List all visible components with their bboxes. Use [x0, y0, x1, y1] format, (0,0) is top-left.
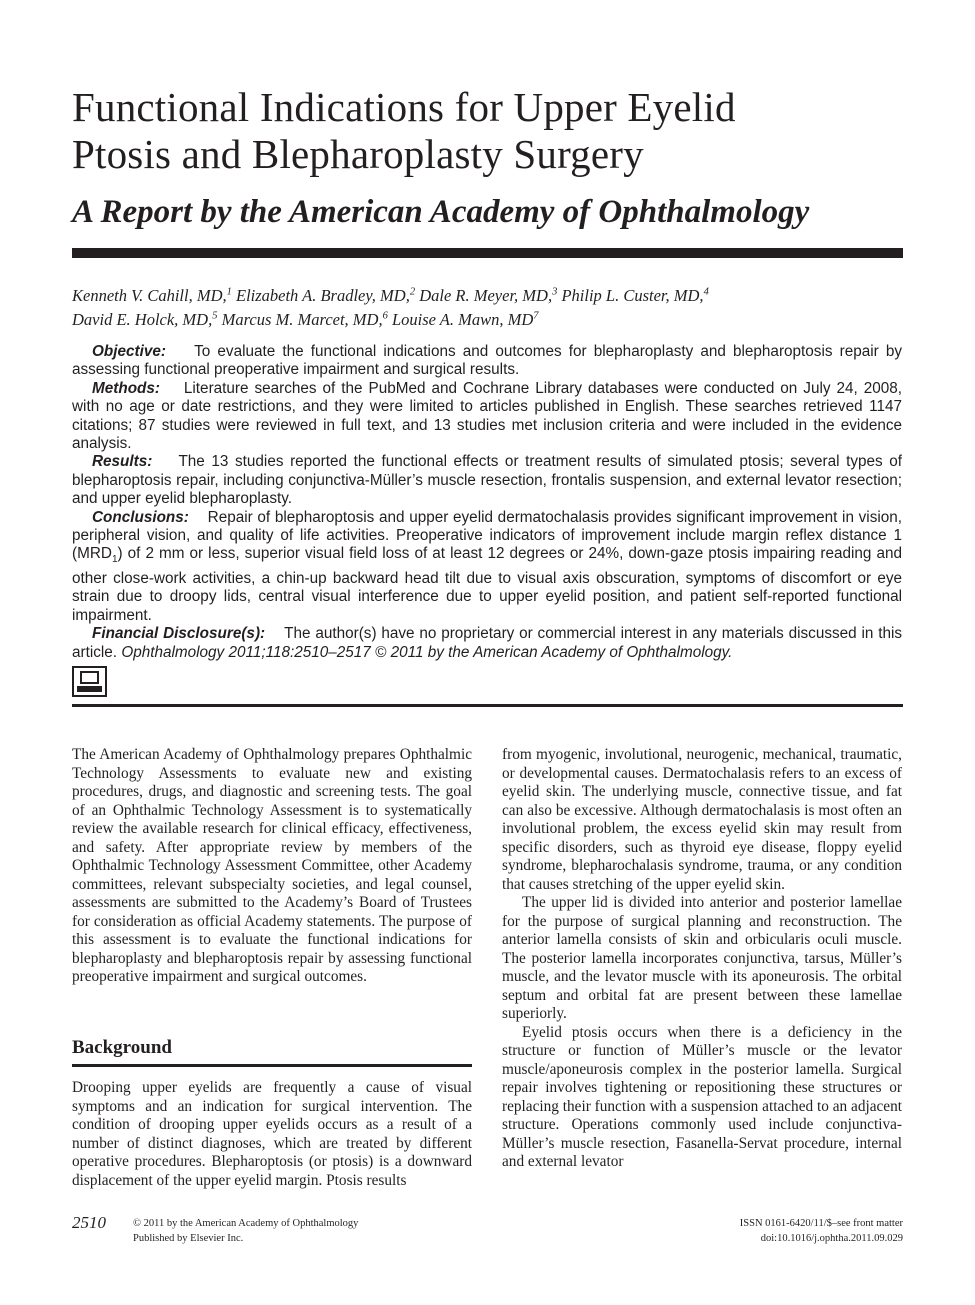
abstract-methods: Methods: Literature searches of the PubMed and Cochrane Library databases were conducted on July 24, 2008, with no age or date restrictions, and they were limited to articles published in English. These searches retrieved 1147 citations; 87 studies were reviewed in full text, and 13 studies met inclusion criteria and were included in the evidence analysis. — [72, 379, 902, 453]
computer-icon[interactable] — [72, 666, 107, 697]
body-paragraph: Eyelid ptosis occurs when there is a deficiency in the structure or function of Müller’s muscle or the levator muscle/aponeurosis complex in the posterior lamella. Surgical repair involves tightening or repositioning these structures or replacing their function with a suspension attached to an adjacent structure. Operations commonly used include conjunctiva-Müller’s muscle resection, Fasanella-Servat procedure, internal and external levator — [502, 1023, 902, 1170]
article-title — [72, 84, 912, 178]
abstract-divider — [72, 704, 903, 707]
copyright-notice: © 2011 by the American Academy of Ophthalmology Published by Elsevier Inc. — [133, 1218, 359, 1244]
author: Marcus M. Marcet, MD,$^6$ — [221, 310, 388, 329]
title-divider — [72, 248, 903, 258]
body-paragraph: from myogenic, involutional, neurogenic, mechanical, traumatic, or developmental causes. Dermatochalasis refers to an excess of eyelid skin. The underlying muscle, connective tissue, and fat can also be excessive. Although dermatochalasis is most often an involutional problem, the excess eyelid skin may result from specific disorders, such as thyroid eye disease, floppy eyelid syndrome, blepharochalasis syndrome, trauma, or any condition that causes stretching of the upper eyelid skin. — [502, 746, 902, 893]
background-paragraph: Drooping upper eyelids are frequently a cause of visual symptoms and an indication for surgical intervention. The condition of drooping upper eyelids occurs as a result of a number of distinct diagnoses, which are treated by different operative procedures. Blepharoptosis (or ptosis) is a downward displacement of the upper eyelid margin. Ptosis results — [72, 1079, 472, 1189]
abstract-objective: Objective: To evaluate the functional indications and outcomes for blepharoplasty and blepharoptosis repair by assessing functional preoperative impairment and surgical results. — [72, 343, 902, 379]
right-column — [502, 746, 902, 1172]
author: Dale R. Meyer, MD,$^3$ — [419, 285, 558, 305]
page-number: 2510 — [72, 1213, 106, 1232]
author: David E. Holck, MD,$^5$ — [72, 310, 218, 329]
abstract-conclusions: Conclusions: Repair of blepharoptosis and upper eyelid dermatochalasis provides significant improvement in vision, peripheral vision, and quality of life activities. Preoperative indicators of improvement include margin reflex distance 1 $(MRD_1)$ of 2 mm or less, superior visual field loss of at least 12 degrees or 24%, down-gaze ptosis impairing reading and other close-work activities, a chin-up backward head tilt due to visual axis obscuration, symptoms of discomfort or eye strain due to droopy lids, central visual interference due to upper eyelid position, and patient self-reported functional impairment. — [72, 508, 903, 624]
abstract-results: Results: The 13 studies reported the functional effects or treatment results of simulated ptosis; several types of blepharoptosis repair, including conjunctiva-Müller’s muscle resection, frontalis suspension, and external levator resection; and upper eyelid blepharoplasty. — [72, 453, 902, 508]
title-line-1: Functional Indications for Upper Eyelid — [72, 84, 736, 130]
section-divider — [72, 1064, 472, 1067]
section-heading-background: Background — [72, 1037, 172, 1058]
abstract — [72, 343, 902, 662]
citation: Ophthalmology 2011;118:2510–2517 © 2011 by the American Academy of Ophthalmology. — [121, 643, 733, 661]
author-list — [72, 281, 902, 330]
title-line-2: Ptosis and Blepharoplasty Surgery — [72, 131, 644, 177]
author: Louise A. Mawn, $MD^7$ — [391, 310, 539, 329]
author: Elizabeth A. Bradley, MD,$^2$ — [235, 285, 416, 305]
body-paragraph: The upper lid is divided into anterior and posterior lamellae for the purpose of surgical planning and reconstruction. The anterior lamella consists of skin and orbicularis oculi muscle. The posterior lamella incorporates conjunctiva, tarsus, Müller’s muscle, and the levator muscle with its aponeurosis. The orbital septum and orbital fat are present between these lamellae superiorly. — [502, 894, 902, 1022]
author: Philip L. Custer, MD,$^4$ — [561, 285, 709, 305]
issn-doi: ISSN 0161-6420/11/$–see front matter doi:10.1016/j.ophtha.2011.09.029 — [739, 1218, 903, 1244]
abstract-disclosure: Financial Disclosure(s): The author(s) have no proprietary or commercial interest in any materials discussed in this article. Ophthalmology 2011;118:2510–2517 © 2011 by the American Academy of Ophthalmology. — [72, 625, 903, 661]
intro-paragraph: The American Academy of Ophthalmology prepares Ophthalmic Technology Assessments to evaluate new and existing procedures, drugs, and diagnostic and screening tests. The goal of an Ophthalmic Technology Assessment is to systematically review the available research for clinical efficacy, effectiveness, and safety. After appropriate review by members of the Ophthalmic Technology Assessment Committee, other Academy committees, relevant subspecialty societies, and legal counsel, assessments are submitted to the Academy’s Board of Trustees for consideration as official Academy statements. The purpose of this assessment is to evaluate the functional indications for blepharoplasty and blepharoptosis repair by assessing functional preoperative impairment and surgical outcomes. — [72, 746, 472, 985]
article-subtitle: A Report by the American Academy of Ophthalmology — [72, 194, 810, 230]
author: Kenneth V. Cahill, MD,$^1$ — [72, 285, 232, 305]
